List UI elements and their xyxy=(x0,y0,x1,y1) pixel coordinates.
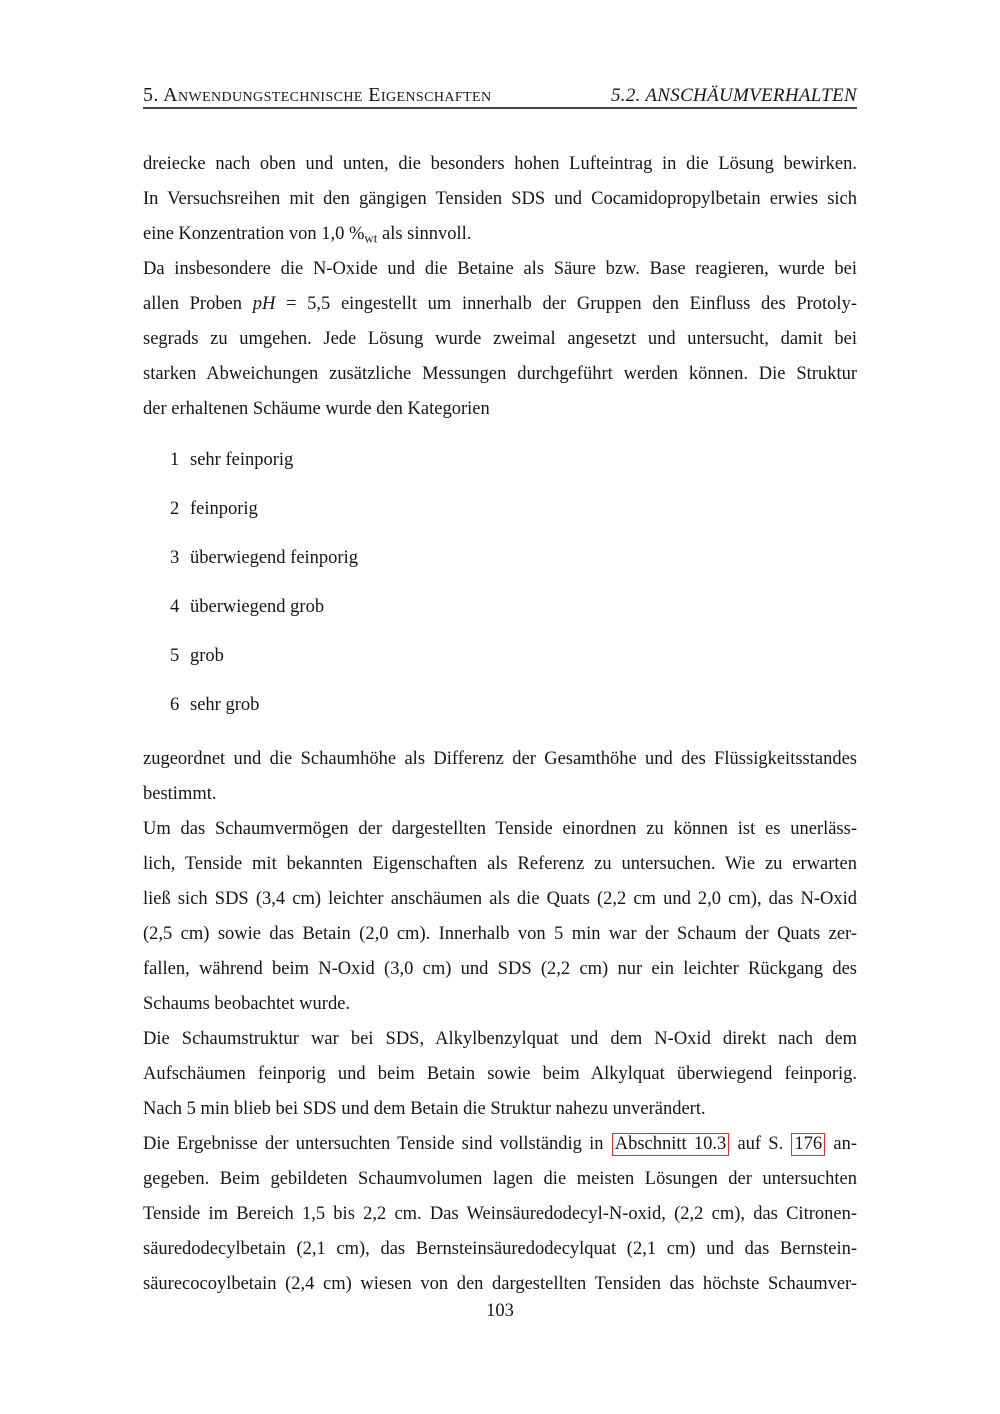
text-line: Aufschäumen feinporig und beim Betain sowie beim Alkylquat überwiegend feinporig. xyxy=(143,1064,857,1084)
list-item-label: überwiegend feinporig xyxy=(190,548,358,568)
text-line: In Versuchsreihen mit den gängigen Tensiden SDS und Cocamidopropylbetain erwies sich xyxy=(143,189,857,209)
text-line: Tenside im Bereich 1,5 bis 2,2 cm. Das Weinsäuredodecyl-N-oxid, (2,2 cm), das Citronen- xyxy=(143,1204,857,1224)
paragraph xyxy=(143,252,857,427)
list-item-number: 3 xyxy=(170,548,180,568)
text-line: starken Abweichungen zusätzliche Messungen durchgeführt werden können. Die Struktur xyxy=(143,364,857,384)
list-item-label: sehr grob xyxy=(190,695,260,715)
text-line: bestimmt. xyxy=(143,784,217,804)
paragraph xyxy=(143,1022,857,1127)
text-line: eine Konzentration von 1,0 %wt als sinnvoll. xyxy=(143,224,472,246)
cross-reference-link[interactable]: 176 xyxy=(791,1133,825,1156)
text-line: allen Proben pH = 5,5 eingestellt um innerhalb der Gruppen den Einfluss des Protoly- xyxy=(143,294,857,314)
text-line: segrads zu umgehen. Jede Lösung wurde zweimal angesetzt und untersucht, damit bei xyxy=(143,329,857,349)
text-line: ließ sich SDS (3,4 cm) leichter anschäumen als die Quats (2,2 cm und 2,0 cm), das N-Oxid xyxy=(143,889,857,909)
chapter-header: 5. Anwendungstechnische Eigenschaften xyxy=(143,84,492,106)
section-header: 5.2. ANSCHÄUMVERHALTEN xyxy=(610,85,857,106)
list-item-label: grob xyxy=(190,646,224,666)
list-item-number: 1 xyxy=(170,450,180,470)
text-line: Da insbesondere die N-Oxide und die Betaine als Säure bzw. Base reagieren, wurde bei xyxy=(143,259,857,279)
text-line: (2,5 cm) sowie das Betain (2,0 cm). Innerhalb von 5 min war der Schaum der Quats zer- xyxy=(143,924,857,944)
list-item-label: sehr feinporig xyxy=(190,450,294,470)
page-number: 103 xyxy=(486,1301,514,1321)
list-item-number: 2 xyxy=(170,499,180,519)
text-line: dreiecke nach oben und unten, die besonders hohen Lufteintrag in die Lösung bewirken. xyxy=(143,154,857,174)
subscript-text: wt xyxy=(364,230,378,246)
list-item-label: überwiegend grob xyxy=(190,597,325,617)
text-line: Die Schaumstruktur war bei SDS, Alkylbenzylquat und dem N-Oxid direkt nach dem xyxy=(143,1029,857,1049)
paragraph xyxy=(143,812,857,1022)
category-list xyxy=(143,443,857,723)
text-line: der erhaltenen Schäume wurde den Kategorien xyxy=(143,399,490,419)
text-line: Nach 5 min blieb bei SDS und dem Betain die Struktur nahezu unverändert. xyxy=(143,1099,706,1119)
text-line: Die Ergebnisse der untersuchten Tenside sind vollständig in Abschnitt 10.3 auf S. 176 an- xyxy=(143,1134,857,1154)
running-header xyxy=(143,84,857,107)
text-line: zugeordnet und die Schaumhöhe als Differenz der Gesamthöhe und des Flüssigkeitsstandes xyxy=(143,749,857,769)
list-item xyxy=(143,639,857,674)
text-line: gegeben. Beim gebildeten Schaumvolumen lagen die meisten Lösungen der untersuchten xyxy=(143,1169,857,1189)
list-item-number: 6 xyxy=(170,695,180,715)
list-item-label: feinporig xyxy=(190,499,258,519)
text-line: Schaums beobachtet wurde. xyxy=(143,994,351,1014)
text-line: säuredodecylbetain (2,1 cm), das Bernsteinsäuredodecylquat (2,1 cm) und das Bernstein- xyxy=(143,1239,857,1259)
list-item xyxy=(143,443,857,478)
list-item xyxy=(143,541,857,576)
text-line: Um das Schaumvermögen der dargestellten Tenside einordnen zu können ist es unerläss- xyxy=(143,819,857,839)
text-line: lich, Tenside mit bekannten Eigenschaften als Referenz zu untersuchen. Wie zu erwarten xyxy=(143,854,857,874)
page-footer xyxy=(0,1301,1000,1322)
cross-reference-link[interactable]: Abschnitt 10.3 xyxy=(612,1133,730,1156)
document-body xyxy=(143,147,857,1302)
list-item xyxy=(143,492,857,527)
text-line: säurecocoylbetain (2,4 cm) wiesen von den dargestellten Tensiden das höchste Schaumver- xyxy=(143,1274,857,1294)
text-line: fallen, während beim N-Oxid (3,0 cm) und SDS (2,2 cm) nur ein leichter Rückgang des xyxy=(143,959,857,979)
list-item-number: 4 xyxy=(170,597,180,617)
italic-text: pH xyxy=(252,294,276,314)
list-item-number: 5 xyxy=(170,646,180,666)
paragraph xyxy=(143,1127,857,1302)
paragraph xyxy=(143,147,857,252)
paragraph xyxy=(143,742,857,812)
list-item xyxy=(143,688,857,723)
header-rule xyxy=(143,107,857,109)
list-item xyxy=(143,590,857,625)
